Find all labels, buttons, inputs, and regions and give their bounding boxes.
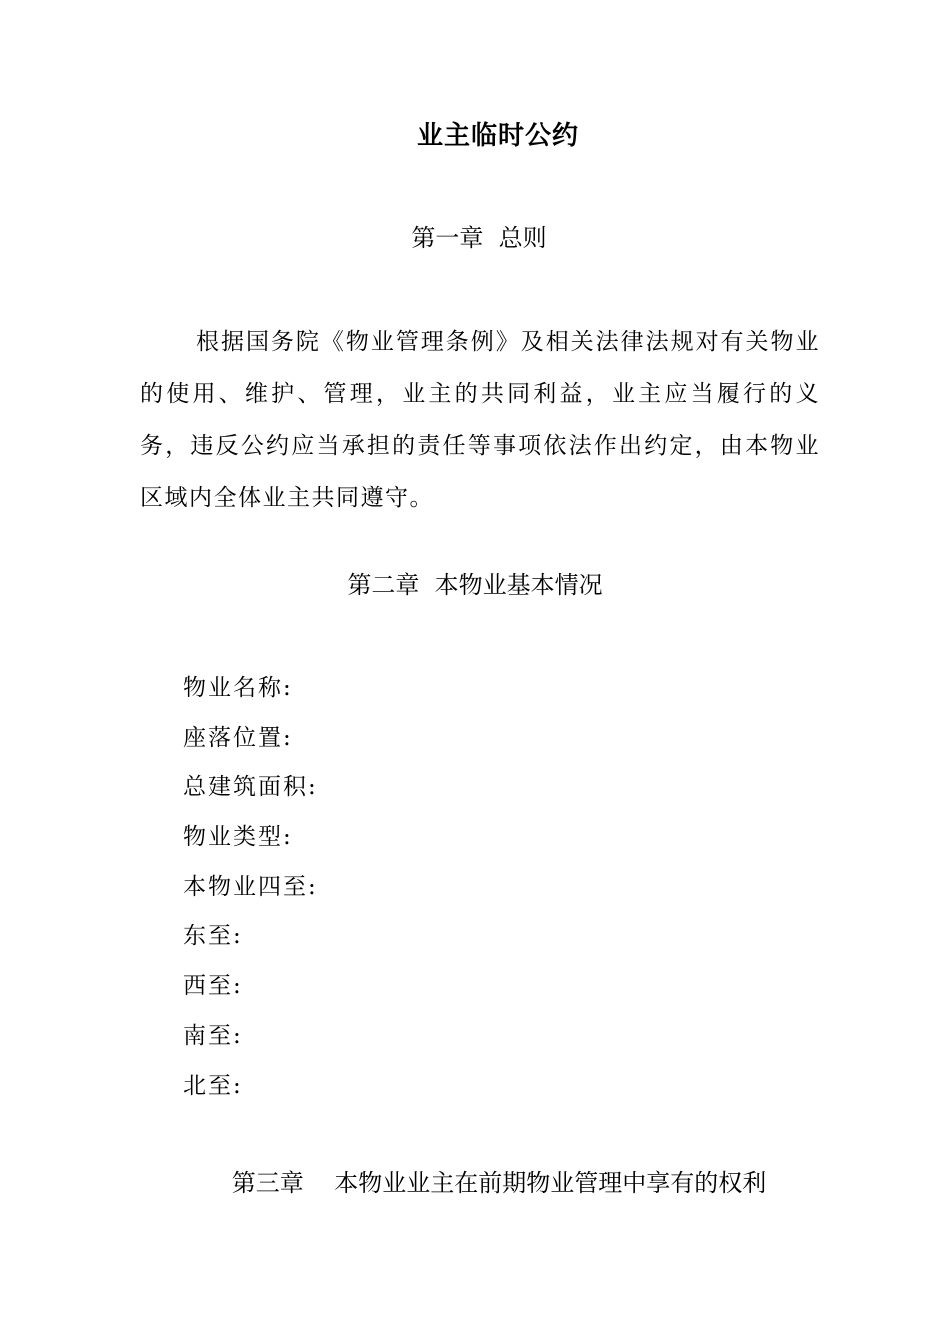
field-property-name: 物业名称: [183,675,293,701]
chapter-1-heading: 第一章 总则 [411,224,547,252]
property-info-list [183,664,318,1111]
chapter-1-paragraph: 根据国务院《物业管理条例》及相关法律法规对有关物业的使用、维护、管理，业主的共同利益，业主应当履行的义务，违反公约应当承担的责任等事项依法作出约定，由本物业区域内全体业主共同遵守。 [140,329,820,511]
field-west-boundary: 西至: [183,973,243,1000]
field-property-type: 物业类型: [183,824,293,851]
chapter-3-heading: 第三章 本物业业主在前期物业管理中享有的权利 [231,1169,767,1197]
field-east-boundary: 东至: [183,923,243,950]
field-boundaries: 本物业四至: [183,873,318,900]
document-title: 业主临时公约 [416,121,579,151]
field-total-area: 总建筑面积: [183,774,318,801]
field-location: 座落位置: [183,724,293,751]
field-south-boundary: 南至: [183,1022,243,1049]
field-north-boundary: 北至: [183,1072,243,1099]
chapter-2-heading: 第二章 本物业基本情况 [347,571,603,599]
